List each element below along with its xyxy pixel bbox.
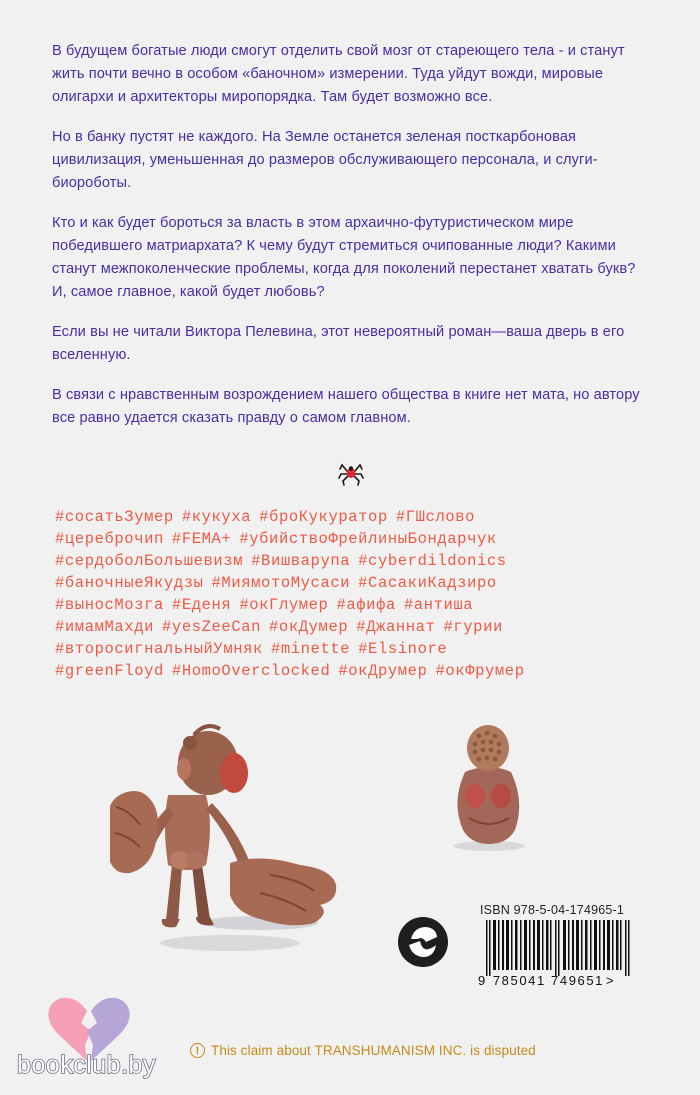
hashtag: #окГлумер <box>239 596 329 614</box>
disputed-text: This claim about TRANSHUMANISM INC. is disputed <box>211 1043 536 1058</box>
hashtag-line <box>55 594 675 616</box>
barcode-digits <box>478 973 615 988</box>
hashtag: #окФрумер <box>435 662 525 680</box>
hashtag: #антиша <box>403 596 474 614</box>
hashtag-cloud <box>55 506 675 682</box>
figure-illustration-left <box>110 715 350 955</box>
hashtag: #Elsinore <box>358 640 448 658</box>
hashtag: #СасакиКадзиро <box>358 574 497 592</box>
eksmo-logo-icon <box>396 915 450 969</box>
hashtag: #баночныеЯкудзы <box>55 574 204 592</box>
hashtag: #сердоболБольшевизм <box>55 552 244 570</box>
hashtag: #yesZeeCan <box>162 618 262 636</box>
hashtag: #имамМахди <box>55 618 155 636</box>
description-paragraph: Если вы не читали Виктора Пелевина, этот невероятный роман—ваша дверь в его вселенную. <box>52 324 625 363</box>
barcode-number: 785041 749651 <box>492 973 605 988</box>
hashtag: #гурии <box>443 618 503 636</box>
description-paragraph: В связи с нравственным возрождением нашего общества в книге нет мата, но автору все равно удается сказать правду о самом главном. <box>52 387 640 426</box>
hashtag: #FEMA+ <box>171 530 232 548</box>
disputed-notice <box>190 1043 536 1058</box>
spider-icon <box>338 460 364 486</box>
hashtag-line <box>55 550 675 572</box>
hashtag: #Вишварупа <box>251 552 351 570</box>
hashtag: #кукуха <box>181 508 252 526</box>
hashtag: #выносМозга <box>55 596 164 614</box>
hashtag: #афифа <box>336 596 396 614</box>
isbn-label: ISBN 978-5-04-174965-1 <box>480 903 625 917</box>
hashtag: #окДумер <box>269 618 349 636</box>
hashtag: #окДрумер <box>338 662 428 680</box>
barcode-first-digit: 9 <box>478 973 487 988</box>
barcode-end-marker: > <box>606 973 616 988</box>
watermark-text: bookclub.by <box>17 1051 156 1079</box>
hashtag: #цереброчип <box>55 530 164 548</box>
hashtag: #убийствоФрейлиныБондарчук <box>239 530 497 548</box>
hashtag-line <box>55 616 675 638</box>
hashtag: #ГШслово <box>395 508 476 526</box>
bookclub-watermark <box>17 995 167 1085</box>
hashtag-line <box>55 528 675 550</box>
barcode-bars <box>478 920 643 976</box>
hashtag: #Еденя <box>171 596 232 614</box>
description-paragraph: Кто и как будет бороться за власть в этом архаично-футуристическом мире победившего матриархата? К чему будут стремиться очипованные люди? Какими станут межпоколенческие проблемы, когда для поколений перестанет хватать букв? И, самое главное, какой будет любовь? <box>52 215 636 300</box>
description-paragraph: Но в банку пустят не каждого. На Земле останется зеленая посткарбоновая цивилизация, уменьшенная до размеров обслуживающего персонала, и слуги-биороботы. <box>52 129 598 191</box>
hashtag: #броКукуратор <box>259 508 388 526</box>
figure-illustration-right <box>445 722 530 852</box>
hashtag: #второсигнальныйУмняк <box>55 640 263 658</box>
hashtag: #greenFloyd <box>55 662 164 680</box>
hashtag-line <box>55 506 675 528</box>
hashtag: #HomoOverclocked <box>171 662 331 680</box>
hashtag-line <box>55 638 675 660</box>
hashtag: #МиямотоМусаси <box>211 574 351 592</box>
hashtag-line <box>55 660 675 682</box>
hashtag-line <box>55 572 675 594</box>
hashtag: #Джаннат <box>356 618 436 636</box>
warning-circle-icon: ! <box>190 1043 205 1058</box>
hashtag: #сосатьЗумер <box>55 508 174 526</box>
hashtag: #minette <box>270 640 351 658</box>
barcode <box>478 903 648 995</box>
description-paragraph: В будущем богатые люди смогут отделить свой мозг от стареющего тела - и станут жить почти вечно в особом «баночном» измерении. Туда уйдут вожди, мировые олигархи и архитекторы миропорядка. Там будет возможно все. <box>52 43 625 105</box>
description-block <box>52 40 652 447</box>
hashtag: #cyberdildonics <box>358 552 507 570</box>
